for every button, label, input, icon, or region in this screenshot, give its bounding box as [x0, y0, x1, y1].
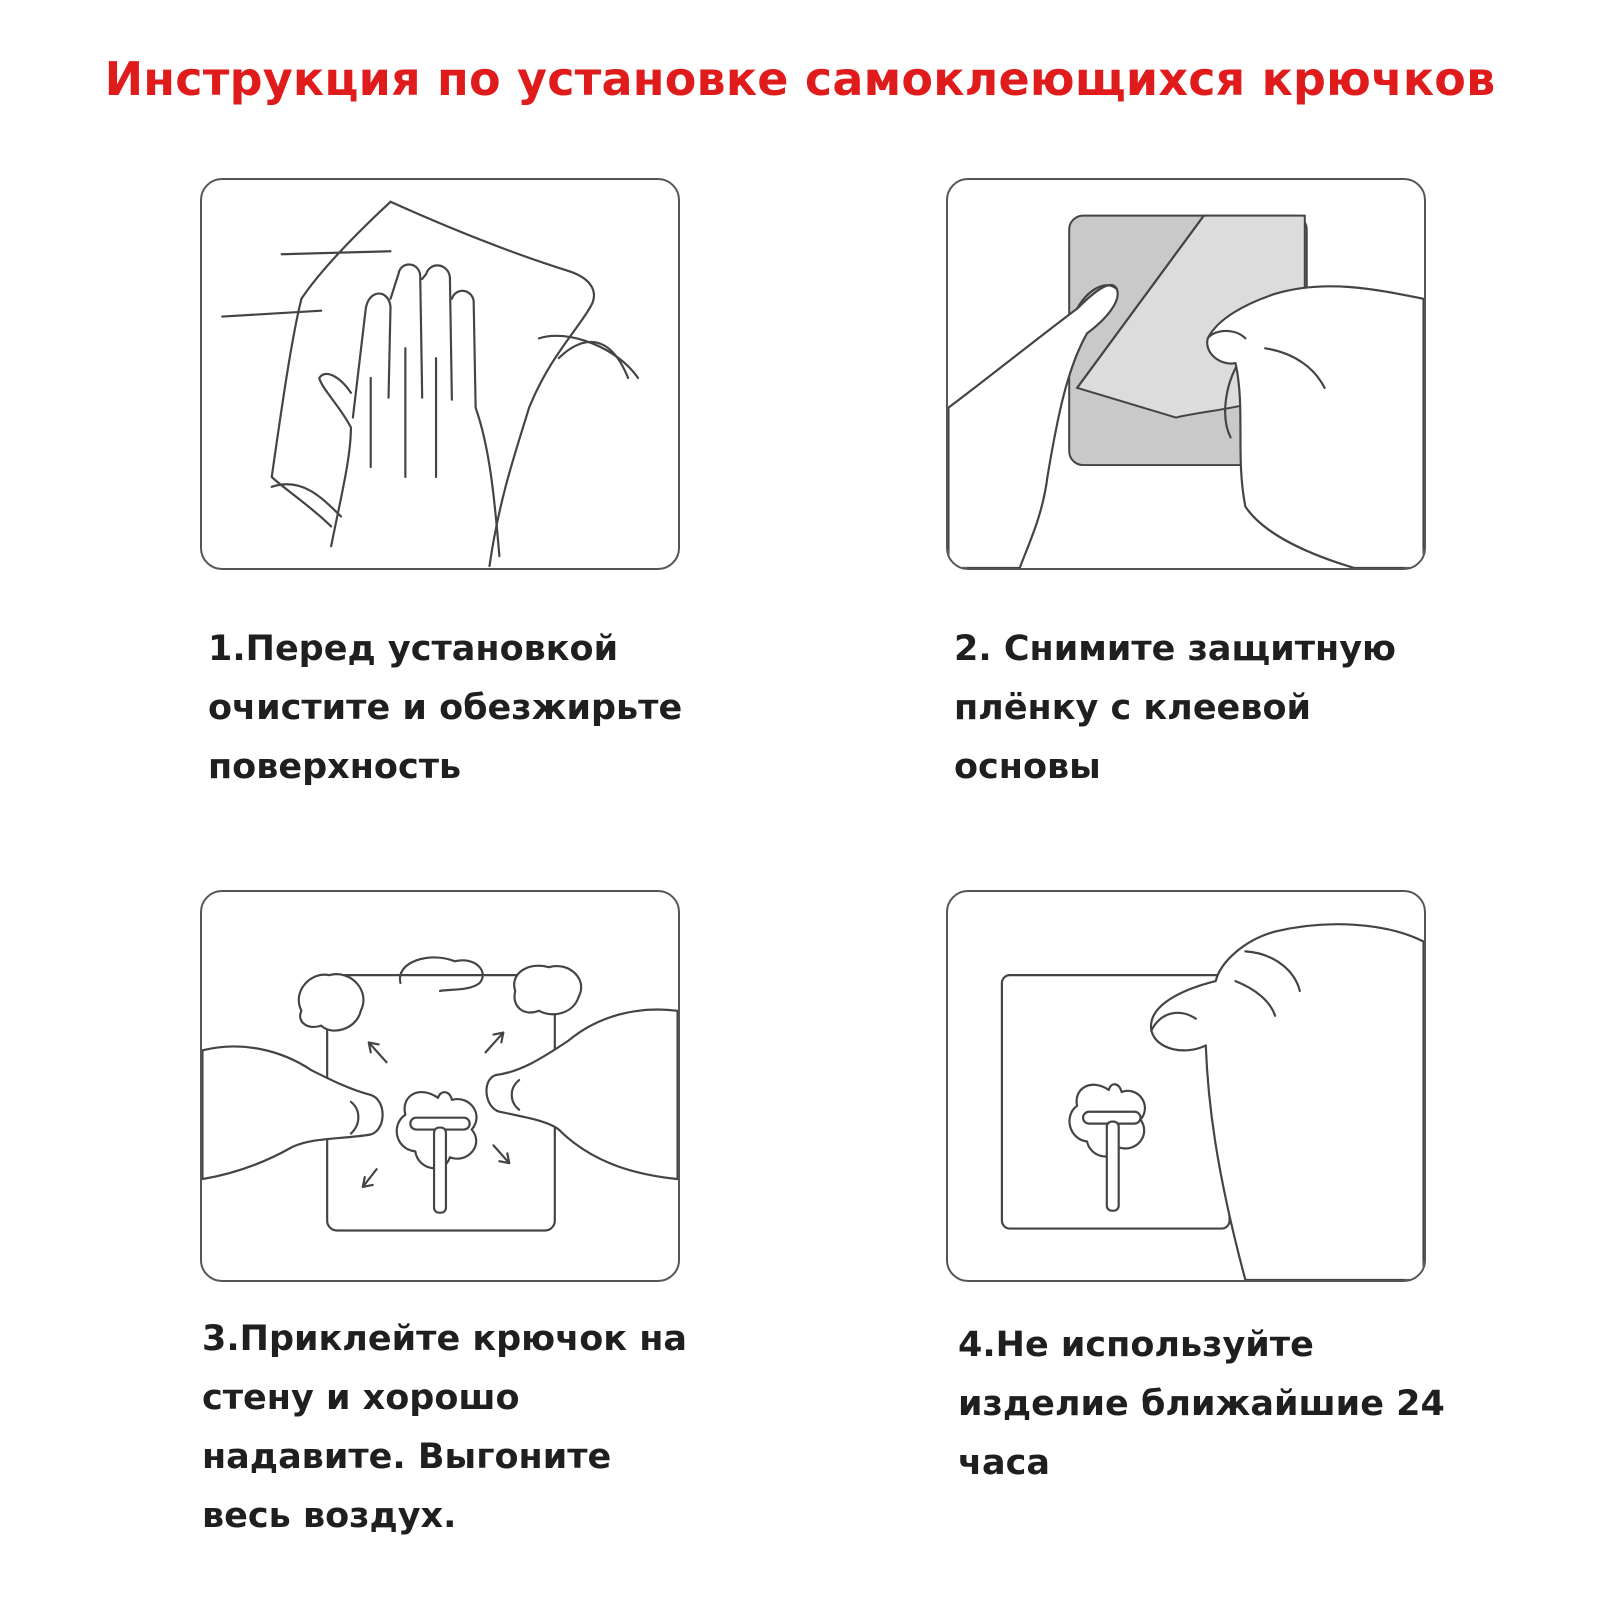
step-4-line-1: 4.Не используйте [958, 1325, 1314, 1365]
peeling-film-illustration [946, 178, 1426, 570]
waiting-hook-icon [948, 892, 1424, 1280]
hand-wiping-icon [202, 180, 678, 568]
page-title: Инструкция по установке самоклеющихся крючков [104, 52, 1496, 106]
step-3-line-3: надавите. Выгоните [202, 1437, 612, 1477]
step-2-line-3: основы [954, 747, 1101, 787]
step-1-line-3: поверхность [208, 747, 462, 787]
step-1-line-1: 1.Перед установкой [208, 629, 619, 669]
pressing-hook-icon [202, 892, 678, 1280]
step-3-line-4: весь воздух. [202, 1496, 457, 1536]
step-2-text [954, 620, 1474, 797]
waiting-hook-illustration [946, 890, 1426, 1282]
step-4-line-2: изделие ближайшие 24 [958, 1384, 1445, 1424]
step-3-line-2: стену и хорошо [202, 1378, 520, 1418]
step-2-line-1: 2. Снимите защитную [954, 629, 1397, 669]
hand-wiping-illustration [200, 178, 680, 570]
step-2-line-2: плёнку с клеевой [954, 688, 1312, 728]
peeling-film-icon [948, 180, 1424, 568]
step-1-line-2: очистите и обезжирьте [208, 688, 683, 728]
step-4-line-3: часа [958, 1443, 1051, 1483]
step-3-text [202, 1310, 722, 1546]
step-4-text [958, 1316, 1478, 1493]
pressing-hook-illustration [200, 890, 680, 1282]
step-1-text [208, 620, 728, 797]
step-3-line-1: 3.Приклейте крючок на [202, 1319, 688, 1359]
